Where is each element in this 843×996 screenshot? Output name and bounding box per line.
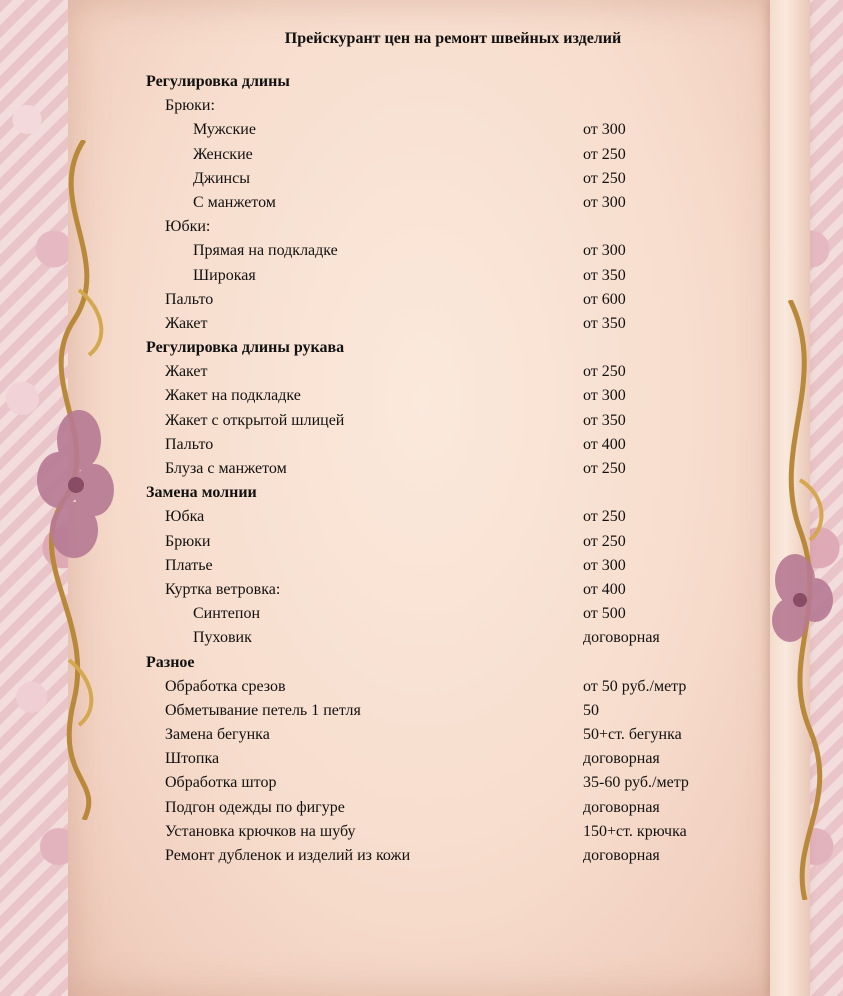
- item-price: от 300: [583, 556, 626, 574]
- item-name: Прямая на подкладке: [193, 242, 338, 260]
- item-name: Жакет с открытой шлицей: [165, 411, 345, 429]
- list-item: [146, 118, 786, 142]
- list-item: [146, 264, 786, 288]
- item-name: Жакет: [165, 314, 208, 332]
- item-price: договорная: [583, 750, 660, 768]
- item-price: от 300: [583, 387, 626, 405]
- list-item: [146, 167, 786, 191]
- item-price: договорная: [583, 629, 660, 647]
- list-item: [146, 433, 786, 457]
- item-name: Жакет на подкладке: [165, 387, 301, 405]
- list-item: [146, 505, 786, 529]
- item-name: Установка крючков на шубу: [165, 822, 356, 840]
- item-name: Обметывание петель 1 петля: [165, 701, 361, 719]
- section-heading-text: Регулировка длины: [146, 73, 290, 90]
- item-name: Женские: [193, 145, 253, 163]
- section-heading-text: Регулировка длины рукава: [146, 339, 345, 357]
- item-name: Широкая: [193, 266, 256, 284]
- item-price: от 400: [583, 435, 626, 453]
- item-name: Подгон одежды по фигуре: [165, 798, 345, 816]
- item-name: Пальто: [165, 435, 214, 453]
- item-name: Пальто: [165, 290, 214, 308]
- list-item: [146, 384, 786, 408]
- section-heading: [146, 336, 786, 360]
- section-heading: [146, 70, 786, 94]
- item-price: от 350: [583, 266, 626, 284]
- list-item: [146, 215, 786, 239]
- item-price: от 300: [583, 121, 626, 139]
- item-name: Брюки: [165, 532, 211, 550]
- section-heading: [146, 481, 786, 505]
- item-name: Куртка ветровка:: [165, 580, 281, 598]
- item-price: от 300: [583, 193, 626, 211]
- list-item: [146, 844, 786, 868]
- item-name: Жакет: [165, 363, 208, 381]
- item-price: от 300: [583, 242, 626, 260]
- list-item: [146, 675, 786, 699]
- list-item: [146, 288, 786, 312]
- section-heading-text: Разное: [146, 653, 195, 671]
- item-price: от 250: [583, 460, 626, 477]
- item-price: 35-60 руб./метр: [583, 774, 689, 792]
- item-name: С манжетом: [193, 193, 276, 211]
- list-item: [146, 191, 786, 215]
- item-name: Джинсы: [193, 169, 250, 187]
- item-name: Ремонт дубленок и изделий из кожи: [165, 847, 411, 864]
- item-price: 50: [583, 701, 599, 719]
- item-name: Блуза с манжетом: [165, 460, 287, 477]
- item-price: 50+ст. бегунка: [583, 726, 682, 744]
- list-item: [146, 360, 786, 384]
- item-name: Юбки:: [165, 218, 211, 236]
- item-name: Мужские: [193, 121, 256, 139]
- item-name: Замена бегунка: [165, 726, 270, 744]
- list-item: [146, 312, 786, 336]
- list-item: [146, 820, 786, 844]
- list-item: [146, 143, 786, 167]
- list-item: [146, 771, 786, 795]
- item-price: от 250: [583, 145, 626, 163]
- page-title: Прейскурант цен на ремонт швейных изделий: [284, 30, 622, 47]
- list-item: [146, 457, 786, 481]
- item-name: Пуховик: [193, 629, 252, 647]
- item-price: от 350: [583, 411, 626, 429]
- list-item: [146, 626, 786, 650]
- list-item: [146, 239, 786, 263]
- item-price: 150+ст. крючка: [583, 822, 687, 840]
- list-item: [146, 94, 786, 118]
- item-name: Штопка: [165, 750, 220, 768]
- price-list: [146, 70, 786, 868]
- item-name: Платье: [165, 556, 213, 574]
- section-heading: [146, 651, 786, 675]
- item-name: Синтепон: [193, 605, 261, 623]
- list-item: [146, 578, 786, 602]
- item-price: от 50 руб./метр: [583, 677, 687, 695]
- item-price: договорная: [583, 798, 660, 816]
- list-item: [146, 602, 786, 626]
- item-name: Обработка срезов: [165, 677, 286, 695]
- item-name: Юбка: [165, 508, 205, 526]
- item-name: Брюки:: [165, 97, 215, 115]
- item-price: от 250: [583, 169, 626, 187]
- list-item: [146, 699, 786, 723]
- item-price: от 250: [583, 363, 626, 381]
- list-item: [146, 723, 786, 747]
- item-price: договорная: [583, 847, 660, 864]
- list-item: [146, 409, 786, 433]
- list-item: [146, 747, 786, 771]
- item-price: от 500: [583, 605, 626, 623]
- section-heading-text: Замена молнии: [146, 484, 257, 502]
- list-item: [146, 796, 786, 820]
- item-name: Обработка штор: [165, 774, 277, 792]
- item-price: от 400: [583, 580, 626, 598]
- list-item: [146, 530, 786, 554]
- item-price: от 600: [583, 290, 626, 308]
- item-price: от 350: [583, 314, 626, 332]
- item-price: от 250: [583, 508, 626, 526]
- list-item: [146, 554, 786, 578]
- item-price: от 250: [583, 532, 626, 550]
